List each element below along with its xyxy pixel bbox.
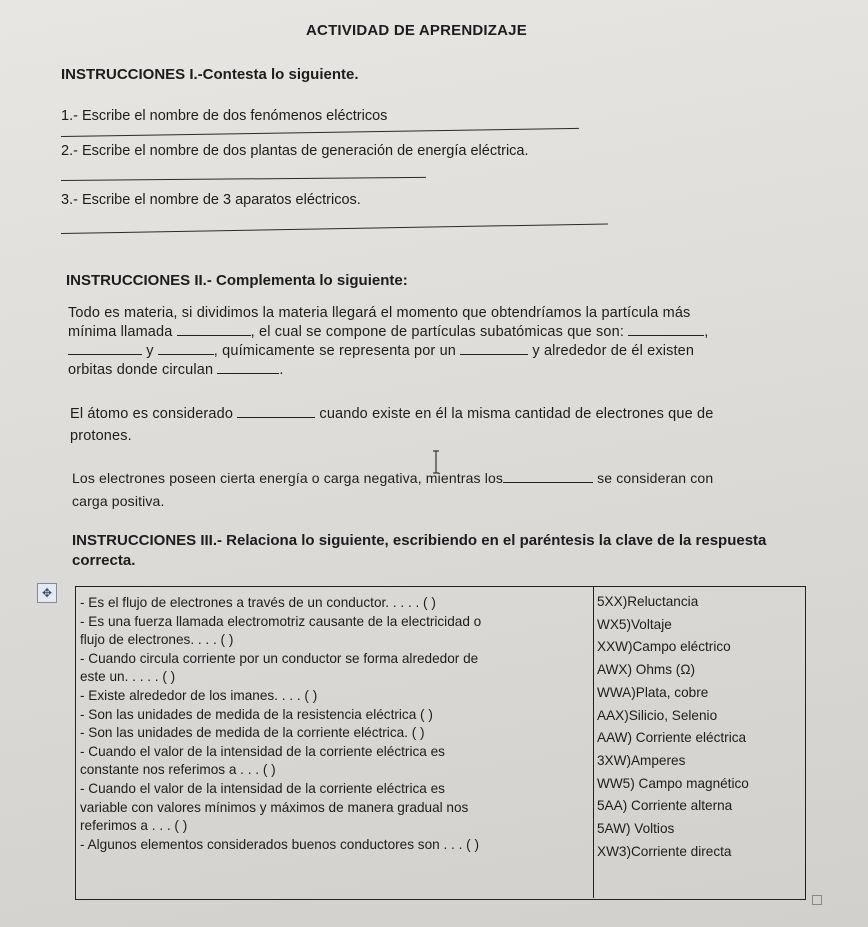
p1-line-3 (68, 342, 808, 361)
p1-text-d: , químicamente se representa por un (213, 343, 456, 359)
statement-line: referimos a . . . ( ) (80, 818, 188, 834)
statement-line: - Es una fuerza llamada electromotriz causante de la electricidad o (80, 613, 482, 629)
statement-line: variable con valores mínimos y máximos de manera gradual nos (80, 799, 469, 815)
answer-key: AAW) Corriente eléctrica (597, 730, 747, 746)
p1-line-4: orbitas donde circulan . (68, 362, 284, 378)
p3-line-2: carga positiva. (72, 493, 165, 509)
resize-handle-icon[interactable] (812, 895, 822, 905)
p1-line-1: Todo es materia, si dividimos la materia llegará el momento que obtendríamos la partícula más (68, 305, 691, 321)
p2-text-a: El átomo es considerado (70, 406, 234, 422)
p1-text-e: y alrededor de él existen (532, 343, 695, 359)
answer-key: 5XX)Reluctancia (597, 594, 699, 609)
blank-particles (628, 323, 704, 336)
answer-key: WX5)Voltaje (597, 616, 672, 632)
table-divider (593, 586, 594, 898)
p1-text-f: orbitas donde circulan (68, 362, 214, 378)
p2-line-1 (70, 403, 810, 425)
blank-orbits (217, 361, 279, 374)
statement-line: - Son las unidades de medida de la resistencia eléctrica ( ) (80, 706, 433, 722)
question-1: 1.- Escribe el nombre de dos fenómenos eléctricos (61, 108, 388, 124)
question-3: 3.- Escribe el nombre de 3 aparatos eléctricos. (61, 192, 361, 208)
blank-symbol (460, 342, 528, 355)
answer-key: 3XW)Amperes (597, 752, 686, 768)
p1-text-b: , el cual se compone de partículas subatómicas que son: (250, 324, 625, 340)
paragraph-neutral (70, 403, 810, 447)
p1-text-a: mínima llamada (68, 324, 173, 340)
text-cursor-icon (431, 450, 441, 474)
answer-key: WWA)Plata, cobre (597, 684, 709, 700)
question-2: 2.- Escribe el nombre de dos plantas de generación de energía eléctrica. (61, 143, 529, 159)
section3-heading: INSTRUCCIONES III.- Relaciona lo siguiente, escribiendo en el paréntesis la clave de la respuesta correcta. (72, 532, 767, 569)
statement-line: - Son las unidades de medida de la corriente eléctrica. ( ) (80, 725, 425, 741)
paragraph-atom (68, 304, 808, 380)
answer-key: 5AW) Voltios (597, 821, 675, 837)
p1-line-2: mínima llamada , el cual se compone de partículas subatómicas que son: , (68, 324, 709, 340)
answer-key: AAX)Silicio, Selenio (597, 707, 718, 723)
blank-atom (177, 323, 251, 336)
answer-key: WW5) Campo magnético (597, 775, 749, 791)
answer-key: 5AA) Corriente alterna (597, 798, 733, 814)
matching-statements (80, 594, 586, 854)
blank-particle-2 (158, 342, 214, 355)
statement-line: este un. . . . . ( ) (80, 669, 176, 685)
statement-line: - Cuando el valor de la intensidad de la corriente eléctrica es (80, 743, 445, 759)
move-handle-icon[interactable]: ✥ (37, 583, 57, 603)
p2-line-2: protones. (70, 428, 132, 444)
statement-line: - Es el flujo de electrones a través de un conductor. . . . . ( ) (80, 595, 436, 610)
section1-heading: INSTRUCCIONES I.-Contesta lo siguiente. (61, 66, 359, 83)
p3-text-a: Los electrones poseen cierta energía o carga negativa, mientras los (72, 470, 504, 486)
section2-heading: INSTRUCCIONES II.- Complementa lo siguiente: (66, 272, 408, 289)
p1-text-c: y (146, 343, 154, 359)
p3-text-b: se consideran con (597, 470, 714, 486)
statement-line: - Algunos elementos considerados buenos conductores son . . . ( ) (80, 836, 479, 852)
p3-line-1 (72, 467, 812, 490)
page-title: ACTIVIDAD DE APRENDIZAJE (306, 22, 527, 39)
answer-key: XW3)Corriente directa (597, 843, 732, 859)
answer-key: AWX) Ohms (Ω) (597, 662, 696, 678)
statement-line: constante nos referimos a . . . ( ) (80, 762, 276, 778)
blank-neutral (237, 405, 315, 418)
statement-line: - Cuando circula corriente por un conductor se forma alrededor de (80, 650, 479, 666)
answer-keys (597, 591, 802, 863)
p2-text-b: cuando existe en él la misma cantidad de electrones que de (319, 406, 714, 422)
paragraph-charge (72, 467, 812, 513)
answer-key: XXW)Campo eléctrico (597, 639, 731, 655)
blank-protons (503, 470, 593, 483)
statement-line: - Existe alrededor de los imanes. . . . ( ) (80, 687, 318, 703)
blank-particle-1 (68, 342, 142, 355)
statement-line: - Cuando el valor de la intensidad de la corriente eléctrica es (80, 780, 445, 796)
statement-line: flujo de electrones. . . . ( ) (80, 632, 234, 648)
